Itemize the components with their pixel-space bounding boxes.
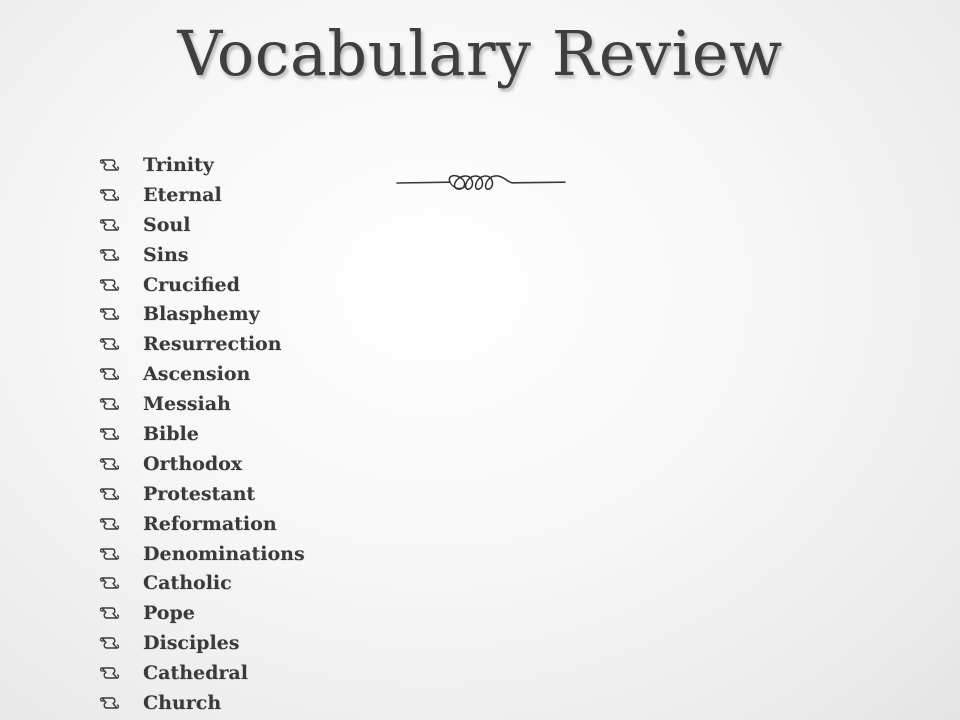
- scroll-bullet-icon: [99, 336, 143, 352]
- list-item: [99, 509, 305, 539]
- scroll-bullet-icon: [99, 217, 143, 233]
- list-item: [99, 240, 305, 270]
- vocabulary-term: Messiah: [143, 393, 231, 416]
- vocabulary-term: Catholic: [143, 572, 232, 595]
- list-item: [99, 688, 305, 718]
- vocabulary-term: Disciples: [143, 632, 240, 655]
- scroll-bullet-icon: [99, 456, 143, 472]
- vocabulary-term: Resurrection: [143, 333, 282, 356]
- list-item: [99, 479, 305, 509]
- scroll-bullet-icon: [99, 635, 143, 651]
- vocabulary-term: Soul: [143, 213, 191, 236]
- vocabulary-term: Pope: [143, 602, 195, 625]
- vocabulary-term: Church: [143, 691, 222, 714]
- scroll-bullet-icon: [99, 187, 143, 203]
- list-item: [99, 299, 305, 329]
- vocabulary-term: Sins: [143, 243, 189, 266]
- vocabulary-term: Bible: [143, 422, 199, 445]
- scroll-bullet-icon: [99, 157, 143, 173]
- slide-title: Vocabulary Review: [177, 17, 783, 90]
- vocabulary-term: Protestant: [143, 482, 256, 505]
- scroll-bullet-icon: [99, 306, 143, 322]
- scroll-bullet-icon: [99, 516, 143, 532]
- vocabulary-term: Ascension: [143, 363, 251, 386]
- vocabulary-term: Cathedral: [143, 662, 248, 685]
- list-item: [99, 270, 305, 300]
- scroll-bullet-icon: [99, 396, 143, 412]
- list-item: [99, 419, 305, 449]
- vocabulary-list: [99, 150, 305, 718]
- list-item: [99, 150, 305, 180]
- list-item: [99, 658, 305, 688]
- vocabulary-term: Denominations: [143, 542, 305, 565]
- list-item: [99, 539, 305, 569]
- list-item: [99, 210, 305, 240]
- vocabulary-term: Crucified: [143, 273, 240, 296]
- scroll-bullet-icon: [99, 426, 143, 442]
- list-item: [99, 389, 305, 419]
- scroll-bullet-icon: [99, 486, 143, 502]
- scroll-bullet-icon: [99, 695, 143, 711]
- list-item: [99, 568, 305, 598]
- list-item: [99, 180, 305, 210]
- vocabulary-term: Eternal: [143, 183, 222, 206]
- vocabulary-term: Blasphemy: [143, 303, 260, 326]
- vocabulary-term: Reformation: [143, 512, 277, 535]
- flourish-divider-icon: [395, 170, 567, 196]
- scroll-bullet-icon: [99, 575, 143, 591]
- list-item: [99, 359, 305, 389]
- scroll-bullet-icon: [99, 546, 143, 562]
- list-item: [99, 628, 305, 658]
- vocabulary-term: Trinity: [143, 153, 214, 176]
- list-item: [99, 329, 305, 359]
- list-item: [99, 598, 305, 628]
- vocabulary-term: Orthodox: [143, 452, 243, 475]
- scroll-bullet-icon: [99, 665, 143, 681]
- scroll-bullet-icon: [99, 605, 143, 621]
- scroll-bullet-icon: [99, 277, 143, 293]
- scroll-bullet-icon: [99, 366, 143, 382]
- scroll-bullet-icon: [99, 247, 143, 263]
- list-item: [99, 449, 305, 479]
